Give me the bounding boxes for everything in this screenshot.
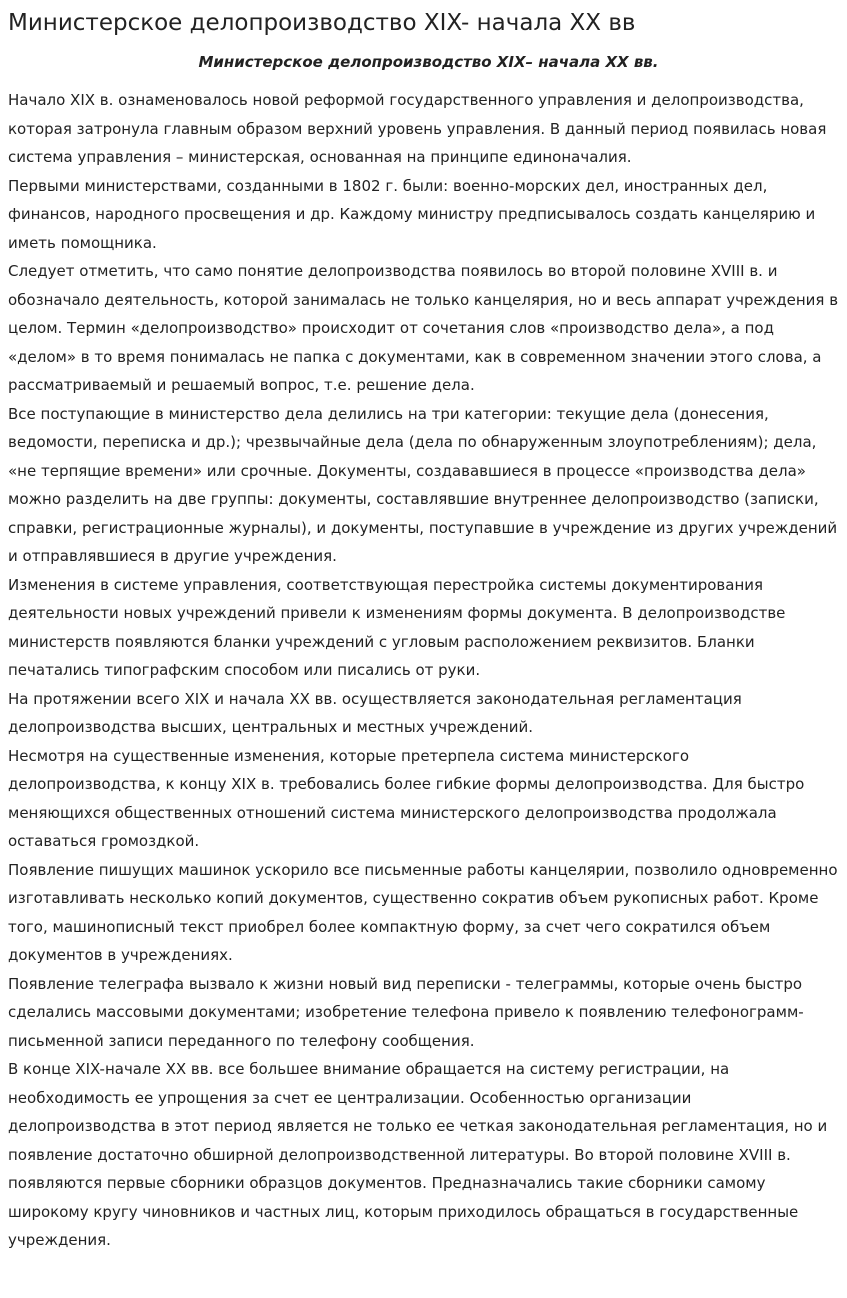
paragraph: Все поступающие в министерство дела делились на три категории: текущие дела (донесения, ведомости, переписка и др.); чрезвычайные дела (дела по обнаруженным злоупотреблениям); дела, «не терпящие времени» или срочные. Документы, создававшиеся в процессе «производства дела» можно разделить на две группы: документы, составлявшие внутреннее делопроизводство (записки, справки, регистрационные журналы), и документы, поступавшие в учреждение из других учреждений и отправлявшиеся в другие учреждения.: [8, 404, 838, 565]
paragraph: Появление телеграфа вызвало к жизни новый вид переписки - телеграммы, которые очень быстро сделались массовыми документами; изобретение телефона привело к появлению телефонограмм- письменной записи переданного по телефону сообщения.: [8, 974, 804, 1050]
paragraph: Несмотря на существенные изменения, которые претерпела система министерского делопроизводства, к концу XIX в. требовались более гибкие формы делопроизводства. Для быстро меняющихся общественных отношений система министерского делопроизводства продолжала оставаться громоздкой.: [8, 746, 805, 850]
paragraph: Первыми министерствами, созданными в 1802 г. были: военно-морских дел, иностранных дел, финансов, народного просвещения и др. Каждому министру предписывалось создать канцелярию и иметь помощника.: [8, 176, 816, 252]
paragraph: В конце XIX-начале XX вв. все большее внимание обращается на систему регистрации, на необходимость ее упрощения за счет ее централизации. Особенностью организации делопроизводства в этот период является не только ее четкая законодательная регламентация, но и появление достаточно обширной делопроизводственной литературы. Во второй половине XVIII в. появляются первые сборники образцов документов. Предназначались такие сборники самому широкому кругу чиновников и частных лиц, которым приходилось обращаться в государственные учреждения.: [8, 1060, 828, 1249]
page-title: Министерское делопроизводство XIX- начала XX вв: [8, 10, 636, 36]
paragraph: Изменения в системе управления, соответствующая перестройка системы документирования деятельности новых учреждений привели к изменениям формы документа. В делопроизводстве министерств появляются бланки учреждений с угловым расположением реквизитов. Бланки печатались типографским способом или писались от руки.: [8, 575, 786, 679]
document-subtitle: Министерское делопроизводство XIX– начала XX вв.: [198, 53, 659, 71]
paragraph: На протяжении всего XIX и начала XX вв. осуществляется законодательная регламентация делопроизводства высших, центральных и местных учреждений.: [8, 689, 742, 736]
document-body: [8, 86, 839, 1255]
paragraph: Появление пишущих машинок ускорило все письменные работы канцелярии, позволило одновременно изготавливать несколько копий документов, существенно сократив объем рукописных работ. Кроме того, машинописный текст приобрел более компактную форму, за счет чего сократился объем документов в учреждениях.: [8, 860, 838, 964]
paragraph: Следует отметить, что само понятие делопроизводства появилось во второй половине XVIII в. и обозначало деятельность, которой занималась не только канцелярия, но и весь аппарат учреждения в целом. Термин «делопроизводство» происходит от сочетания слов «производство дела», а под «делом» в то время понималась не папка с документами, как в современном значении этого слова, а рассматриваемый и решаемый вопрос, т.е. решение дела.: [8, 262, 839, 394]
paragraph: Начало XIX в. ознаменовалось новой реформой государственного управления и делопроизводства, которая затронула главным образом верхний уровень управления. В данный период появилась новая система управления – министерская, основанная на принципе единоначалия.: [8, 91, 827, 166]
